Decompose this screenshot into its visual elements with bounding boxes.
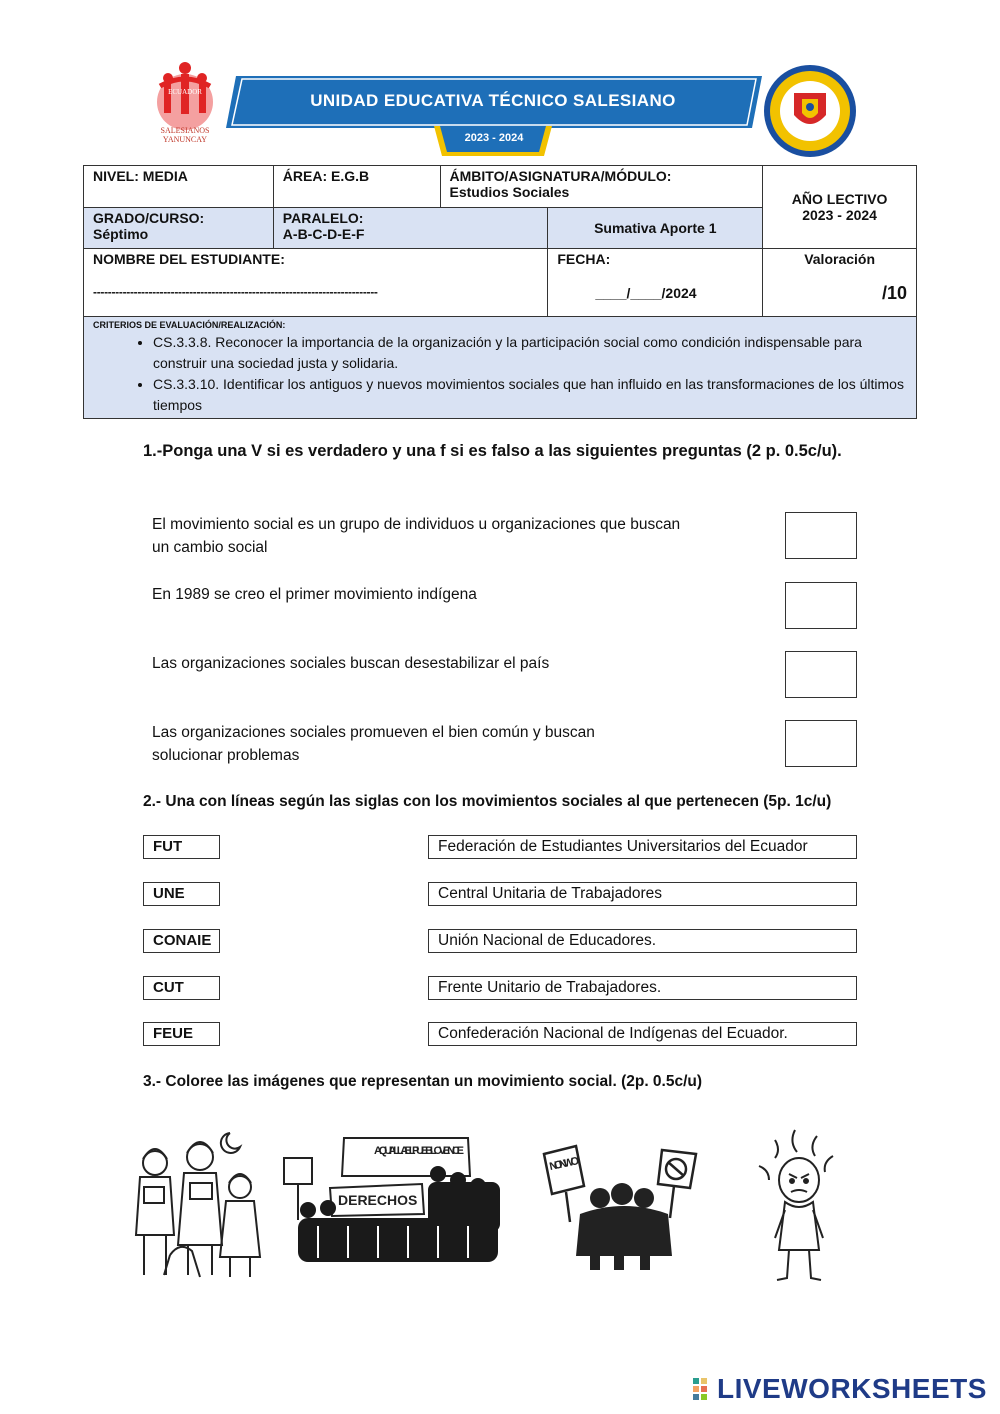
protest-sign-text: DERECHOS (338, 1192, 418, 1208)
anio-label: AÑO LECTIVO (791, 191, 888, 207)
paralelo-cell (273, 208, 548, 249)
grado-label: GRADO/CURSO: (93, 210, 205, 226)
protest-banner-icon (278, 1130, 510, 1270)
grado-value: Séptimo (93, 226, 149, 242)
sumativa-cell: Sumativa Aporte 1 (548, 208, 763, 249)
acronym-box-3[interactable]: CONAIE (143, 929, 220, 953)
criterio-item: • CS.3.3.10. Identificar los antiguos y nuevos movimientos sociales que han influido en las transformaciones de los últimos tiempos (153, 374, 907, 416)
criterios-list (93, 332, 907, 416)
fecha-value[interactable]: ____/____/2024 (595, 285, 697, 301)
school-title: UNIDAD EDUCATIVA TÉCNICO SALESIANO (310, 91, 676, 110)
nombre-line[interactable]: ----------------------------------------------------------------------------- (93, 285, 378, 299)
anio-cell (763, 166, 917, 249)
tf-statement-3: Las organizaciones sociales buscan desestabilizar el país (152, 655, 550, 672)
image-option-1[interactable] (130, 1125, 270, 1290)
organization-box-5[interactable]: Confederación Nacional de Indígenas del Ecuador. (428, 1022, 857, 1046)
tf-answer-box-1[interactable] (785, 512, 857, 559)
acronym-box-4[interactable]: CUT (143, 976, 220, 1000)
liveworksheets-text: LIVEWORKSHEETS (717, 1373, 987, 1404)
liveworksheets-brand (693, 1373, 987, 1404)
criterio-item: • CS.3.3.8. Reconocer la importancia de la organización y la participación social como condición indispensable para construir una sociedad justa y solidaria. (153, 332, 907, 374)
image-option-4[interactable] (745, 1126, 855, 1291)
q2-title: 2.- Una con líneas según las siglas con los movimientos sociales al que pertenecen (5p. 1c/u) (143, 793, 832, 810)
banner (228, 75, 758, 127)
fecha-label: FECHA: (557, 251, 611, 267)
valoracion-label: Valoración (804, 251, 876, 267)
q3-title: 3.- Coloree las imágenes que representan un movimiento social. (2p. 0.5c/u) (143, 1073, 703, 1090)
image-option-3[interactable] (540, 1138, 710, 1277)
logo-caption: ECUADOR (168, 88, 202, 96)
protest-signs-icon (540, 1138, 710, 1272)
ambito-cell (440, 166, 763, 208)
tf-statement-4: Las organizaciones sociales promueven el bien común y buscan solucionar problemas (152, 724, 595, 764)
acronym-box-2[interactable]: UNE (143, 882, 220, 906)
grado-cell (84, 208, 274, 249)
protest-banner-text-1: AQUI ALLA EL PUEBLO VENCE (374, 1145, 464, 1157)
school-seal (762, 63, 858, 159)
protest-sign-text: NO NWO (548, 1155, 581, 1174)
fecha-cell (548, 249, 763, 317)
anio-value: 2023 - 2024 (802, 207, 877, 223)
tf-answer-box-2[interactable] (785, 582, 857, 629)
logo-sub-1: SALESIANOS (160, 126, 210, 135)
paralelo-label: PARALELO: (282, 210, 364, 226)
carolers-icon (130, 1125, 270, 1285)
valoracion-value: /10 (881, 283, 907, 303)
school-seal-icon (762, 63, 858, 159)
tf-statement-2: En 1989 se creo el primer movimiento indígena (152, 586, 477, 603)
valoracion-cell (763, 249, 917, 317)
organization-box-4[interactable]: Frente Unitario de Trabajadores. (428, 976, 857, 1000)
image-option-2[interactable] (278, 1130, 510, 1275)
nombre-cell (84, 249, 548, 317)
organization-box-1[interactable]: Federación de Estudiantes Universitarios del Ecuador (428, 835, 857, 859)
salesianos-logo (140, 60, 230, 144)
tf-answer-box-3[interactable] (785, 651, 857, 698)
nombre-label: NOMBRE DEL ESTUDIANTE: (93, 251, 285, 267)
year-badge: 2023 - 2024 (464, 132, 524, 144)
organization-box-2[interactable]: Central Unitaria de Trabajadores (428, 882, 857, 906)
ambito-label: ÁMBITO/ASIGNATURA/MÓDULO: (449, 168, 672, 184)
organization-box-3[interactable]: Unión Nacional de Educadores. (428, 929, 857, 953)
acronym-box-5[interactable]: FEUE (143, 1022, 220, 1046)
tf-statement-1: El movimiento social es un grupo de individuos u organizaciones que buscan un cambio social (152, 516, 681, 556)
paralelo-value: A-B-C-D-E-F (282, 226, 365, 242)
liveworksheets-logo-icon (693, 1374, 715, 1404)
criterios-cell (84, 317, 917, 419)
criterios-title: CRITERIOS DE EVALUACIÓN/REALIZACIÓN: (93, 320, 286, 330)
ambito-value: Estudios Sociales (449, 184, 570, 200)
angry-person-icon (745, 1126, 855, 1286)
tf-answer-box-4[interactable] (785, 720, 857, 767)
area-cell: ÁREA: E.G.B (273, 166, 440, 208)
logo-sub-2: YANUNCAY (162, 135, 208, 144)
nivel-cell: NIVEL: MEDIA (84, 166, 274, 208)
info-table (83, 165, 917, 419)
q1-title: 1.-Ponga una V si es verdadero y una f si es falso a las siguientes preguntas (2 p. 0.5c/u). (143, 442, 842, 460)
acronym-box-1[interactable]: FUT (143, 835, 220, 859)
